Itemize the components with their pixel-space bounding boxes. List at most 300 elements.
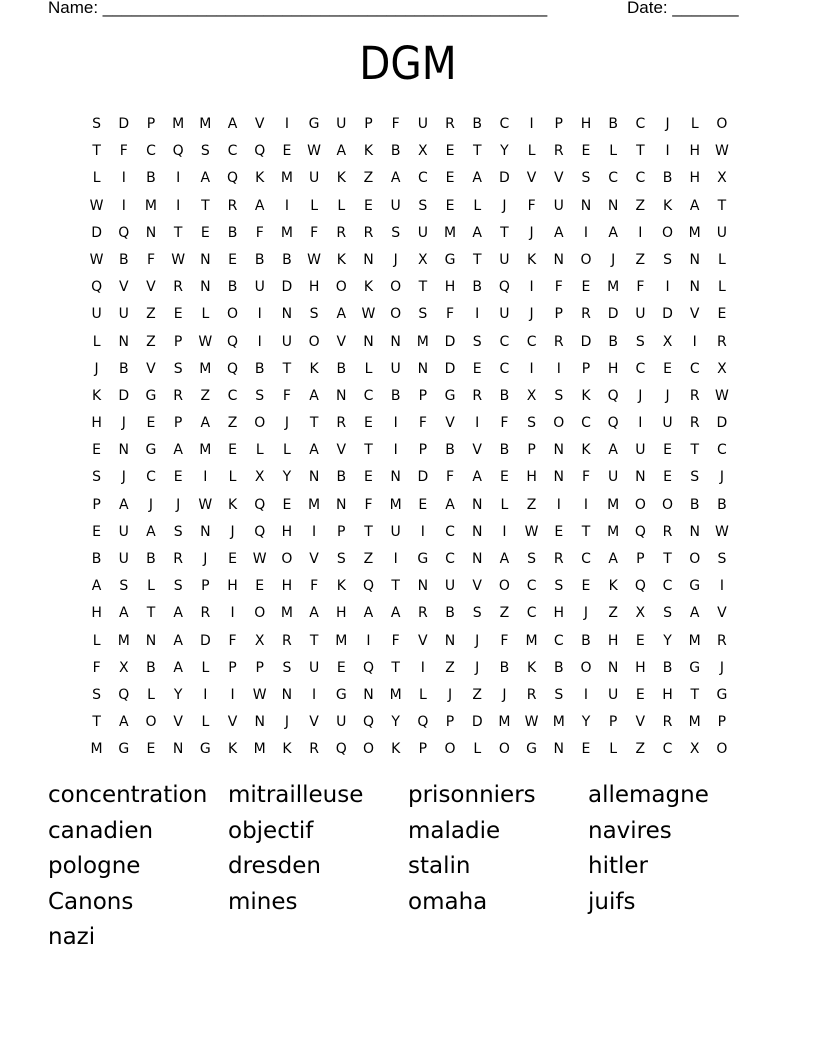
grid-letter: I — [638, 415, 643, 432]
grid-letter: L — [228, 469, 237, 486]
grid-letter: O — [716, 741, 728, 758]
grid-letter: G — [444, 251, 456, 268]
grid-letter: A — [472, 170, 482, 187]
grid-letter: W — [89, 251, 104, 268]
grid-letter: S — [554, 686, 564, 703]
grid-letter: H — [227, 578, 238, 595]
grid-letter: R — [227, 197, 238, 214]
grid-letter: C — [689, 360, 700, 377]
grid-letter: M — [90, 741, 103, 758]
grid-letter: J — [230, 523, 235, 540]
grid-letter: T — [92, 714, 101, 731]
grid-letter: S — [418, 306, 428, 323]
grid-letter: B — [499, 442, 510, 459]
grid-letter: C — [526, 333, 537, 350]
grid-letter: Q — [172, 143, 184, 160]
grid-letter: K — [581, 387, 591, 404]
grid-letter: B — [717, 496, 727, 513]
grid-letter: J — [94, 360, 99, 377]
grid-letter: C — [553, 632, 564, 649]
grid-letter: N — [471, 496, 483, 513]
grid-letter: N — [689, 279, 700, 296]
word-list-item: objectif — [228, 817, 314, 844]
grid-letter: I — [284, 197, 289, 214]
grid-letter: I — [312, 523, 317, 540]
grid-letter: J — [121, 469, 126, 486]
grid-letter: T — [364, 523, 373, 540]
grid-letter: O — [662, 224, 674, 241]
grid-letter: I — [583, 224, 589, 241]
grid-letter: P — [418, 741, 428, 758]
word-list-item: hitler — [588, 853, 648, 879]
grid-letter: J — [665, 387, 670, 404]
grid-letter: E — [635, 632, 645, 649]
grid-letter: P — [554, 306, 563, 323]
grid-letter: Z — [146, 306, 156, 323]
grid-letter: E — [364, 415, 373, 432]
grid-letter: A — [363, 605, 374, 622]
grid-letter: O — [254, 605, 266, 622]
grid-letter: U — [390, 523, 401, 540]
grid-letter: U — [308, 659, 320, 676]
grid-letter: Z — [445, 659, 455, 676]
grid-letter: V — [526, 170, 537, 187]
grid-letter: S — [554, 387, 564, 404]
grid-letter: M — [416, 333, 429, 350]
grid-letter: Q — [498, 279, 510, 296]
word-list-item: omaha — [408, 888, 488, 915]
grid-letter: R — [581, 306, 591, 323]
grid-letter: P — [228, 659, 237, 676]
grid-letter: K — [336, 251, 346, 268]
grid-letter: K — [662, 197, 673, 214]
grid-letter: V — [146, 360, 156, 377]
grid-letter: U — [308, 170, 320, 187]
grid-letter: J — [148, 496, 154, 513]
grid-letter: B — [472, 279, 483, 296]
grid-letter: N — [363, 686, 374, 703]
grid-letter: F — [146, 251, 155, 268]
grid-letter: C — [499, 360, 510, 377]
grid-letter: N — [553, 741, 565, 758]
grid-letter: U — [118, 306, 129, 323]
grid-letter: A — [445, 496, 455, 513]
grid-letter: S — [200, 143, 210, 160]
grid-letter: O — [498, 578, 510, 595]
grid-letter: S — [282, 659, 292, 676]
grid-letter: N — [553, 442, 565, 459]
grid-letter: H — [607, 360, 619, 377]
grid-letter: M — [253, 741, 266, 758]
grid-letter: M — [688, 632, 701, 649]
grid-letter: W — [252, 686, 267, 703]
grid-letter: N — [336, 496, 347, 513]
grid-letter: N — [607, 197, 619, 214]
word-list-item: stalin — [408, 853, 471, 879]
grid-letter: G — [118, 741, 130, 758]
grid-letter: B — [336, 360, 347, 377]
grid-letter: A — [173, 442, 183, 459]
grid-letter: U — [635, 442, 646, 459]
grid-letter: M — [280, 170, 293, 187]
grid-letter: K — [336, 170, 346, 187]
grid-letter: C — [445, 523, 455, 540]
grid-letter: K — [363, 143, 374, 160]
grid-letter: O — [662, 496, 674, 513]
grid-letter: A — [254, 197, 265, 214]
grid-letter: E — [554, 523, 564, 540]
grid-letter: R — [526, 686, 537, 703]
grid-letter: T — [364, 442, 373, 459]
grid-letter: O — [553, 415, 565, 432]
grid-letter: C — [146, 469, 156, 486]
grid-letter: S — [92, 686, 102, 703]
grid-letter: C — [445, 551, 455, 567]
grid-letter: L — [609, 741, 618, 758]
grid-letter: Q — [227, 170, 239, 187]
grid-letter: S — [92, 116, 102, 132]
word-list-item: nazi — [48, 924, 96, 950]
grid-letter: R — [200, 605, 211, 622]
grid-letter: I — [638, 224, 643, 241]
grid-letter: B — [581, 632, 591, 649]
grid-letter: M — [607, 496, 620, 513]
grid-letter: U — [281, 333, 293, 350]
grid-letter: V — [689, 306, 700, 323]
grid-letter: U — [390, 197, 401, 214]
grid-letter: V — [254, 116, 265, 132]
grid-letter: V — [472, 442, 482, 459]
grid-letter: A — [608, 551, 618, 567]
grid-letter: N — [417, 578, 429, 595]
grid-letter: X — [526, 387, 537, 404]
grid-letter: Z — [200, 387, 211, 404]
grid-letter: T — [201, 197, 210, 214]
grid-letter: U — [499, 306, 510, 323]
grid-letter: E — [635, 686, 645, 703]
grid-letter: D — [607, 306, 619, 323]
grid-letter: M — [199, 360, 212, 377]
grid-letter: N — [200, 279, 211, 296]
grid-letter: Q — [227, 333, 239, 350]
grid-letter: L — [147, 578, 155, 595]
grid-letter: V — [227, 714, 238, 731]
grid-letter: J — [719, 659, 724, 676]
grid-letter: I — [583, 686, 589, 703]
grid-letter: S — [663, 605, 672, 622]
grid-letter: H — [91, 415, 102, 432]
grid-letter: C — [635, 116, 646, 132]
grid-letter: T — [717, 197, 727, 214]
grid-letter: I — [121, 170, 126, 187]
grid-letter: R — [173, 551, 184, 567]
grid-letter: K — [255, 170, 265, 187]
grid-letter: S — [336, 551, 346, 567]
grid-letter: B — [553, 659, 564, 676]
grid-letter: G — [145, 387, 157, 404]
grid-letter: H — [91, 605, 102, 622]
grid-letter: O — [689, 551, 701, 567]
grid-letter: U — [336, 714, 347, 731]
grid-letter: V — [146, 279, 156, 296]
grid-letter: U — [91, 306, 102, 323]
grid-letter: Z — [635, 197, 646, 214]
grid-letter: T — [173, 224, 183, 241]
grid-letter: S — [173, 523, 183, 540]
grid-letter: E — [663, 469, 672, 486]
grid-letter: P — [364, 116, 373, 132]
grid-letter: Q — [118, 686, 130, 703]
grid-letter: B — [146, 170, 156, 187]
grid-letter: B — [146, 659, 156, 676]
grid-letter: N — [118, 442, 130, 459]
grid-letter: I — [257, 333, 262, 350]
grid-letter: E — [663, 360, 672, 377]
grid-letter: B — [390, 143, 401, 160]
grid-letter: L — [473, 197, 482, 214]
grid-letter: N — [145, 632, 157, 649]
grid-letter: N — [281, 306, 293, 323]
grid-letter: B — [608, 116, 618, 132]
grid-letter: M — [525, 632, 538, 649]
grid-letter: I — [176, 170, 181, 187]
grid-letter: Y — [581, 714, 591, 731]
grid-letter: I — [420, 523, 425, 540]
grid-letter: J — [284, 415, 289, 432]
grid-letter: N — [390, 469, 401, 486]
grid-letter: C — [581, 415, 591, 432]
grid-letter: T — [472, 251, 482, 268]
grid-letter: I — [556, 496, 561, 513]
grid-letter: R — [173, 279, 184, 296]
grid-letter: V — [472, 578, 482, 595]
grid-letter: D — [499, 170, 510, 187]
grid-letter: X — [717, 170, 727, 187]
grid-letter: V — [336, 442, 347, 459]
grid-letter: N — [580, 197, 592, 214]
grid-letter: R — [717, 632, 727, 649]
grid-letter: A — [689, 605, 700, 622]
grid-letter: O — [634, 496, 646, 513]
grid-letter: K — [363, 279, 374, 296]
word-list-item: maladie — [408, 817, 501, 844]
grid-letter: A — [608, 442, 618, 459]
grid-letter: V — [336, 333, 347, 350]
grid-letter: C — [662, 741, 673, 758]
grid-letter: T — [146, 605, 156, 622]
grid-letter: V — [309, 551, 319, 567]
grid-letter: O — [308, 333, 320, 350]
grid-letter: O — [580, 659, 592, 676]
grid-letter: C — [146, 143, 156, 160]
grid-letter: I — [529, 360, 534, 377]
grid-letter: G — [689, 578, 701, 595]
grid-letter: S — [255, 387, 265, 404]
grid-letter: P — [554, 116, 563, 132]
grid-letter: L — [92, 333, 101, 350]
grid-letter: A — [173, 659, 183, 676]
grid-letter: K — [282, 741, 292, 758]
grid-letter: F — [228, 632, 237, 649]
grid-letter: I — [393, 551, 398, 567]
grid-letter: U — [336, 116, 347, 132]
grid-letter: I — [121, 197, 126, 214]
grid-letter: L — [690, 116, 699, 132]
grid-letter: J — [393, 251, 398, 268]
grid-letter: I — [556, 360, 561, 377]
grid-letter: U — [662, 415, 673, 432]
grid-letter: R — [336, 415, 347, 432]
grid-letter: A — [309, 442, 319, 459]
word-list-item: dresden — [228, 853, 322, 879]
grid-letter: C — [227, 387, 238, 404]
grid-letter: U — [118, 523, 129, 540]
grid-letter: G — [444, 387, 456, 404]
grid-letter: E — [663, 442, 672, 459]
grid-letter: L — [718, 279, 726, 296]
grid-letter: Q — [91, 279, 103, 296]
grid-letter: I — [393, 442, 398, 459]
grid-letter: B — [662, 659, 673, 676]
grid-letter: A — [472, 469, 482, 486]
grid-letter: N — [689, 251, 700, 268]
date-field-line: Date: _______ — [627, 0, 739, 17]
grid-letter: O — [227, 306, 239, 323]
grid-letter: G — [716, 686, 728, 703]
grid-letter: B — [445, 605, 455, 622]
grid-letter: H — [308, 279, 320, 296]
grid-letter: C — [363, 387, 374, 404]
grid-letter: P — [608, 714, 618, 731]
grid-letter: D — [580, 333, 592, 350]
grid-letter: L — [201, 306, 210, 323]
grid-letter: E — [581, 578, 591, 595]
grid-letter: I — [665, 143, 670, 160]
grid-letter: O — [335, 279, 347, 296]
grid-letter: W — [714, 523, 729, 540]
grid-letter: J — [502, 686, 507, 703]
grid-letter: Y — [282, 469, 292, 486]
grid-letter: N — [200, 523, 211, 540]
grid-letter: M — [688, 714, 701, 731]
grid-letter: Z — [635, 741, 646, 758]
letter-grid — [83, 111, 736, 764]
grid-letter: A — [146, 523, 156, 540]
grid-letter: Z — [526, 496, 537, 513]
grid-letter: U — [608, 469, 619, 486]
grid-letter: I — [719, 578, 724, 595]
grid-letter: O — [390, 306, 402, 323]
grid-letter: R — [662, 523, 673, 540]
grid-letter: G — [308, 116, 320, 132]
grid-letter: O — [145, 714, 157, 731]
grid-letter: K — [581, 442, 591, 459]
grid-letter: E — [228, 442, 237, 459]
grid-letter: T — [309, 415, 319, 432]
grid-letter: A — [390, 605, 401, 622]
grid-letter: M — [199, 116, 212, 132]
grid-letter: D — [471, 714, 483, 731]
grid-letter: P — [581, 360, 591, 377]
page-title: DGM — [359, 37, 457, 90]
grid-letter: J — [665, 116, 670, 132]
grid-letter: K — [336, 578, 346, 595]
grid-letter: V — [553, 170, 564, 187]
grid-letter: F — [364, 496, 373, 513]
grid-letter: A — [553, 224, 564, 241]
grid-letter: E — [146, 741, 156, 758]
grid-letter: B — [608, 333, 618, 350]
grid-letter: N — [281, 686, 293, 703]
grid-letter: B — [445, 442, 455, 459]
grid-letter: N — [444, 632, 456, 649]
grid-letter: G — [526, 741, 538, 758]
grid-letter: E — [282, 496, 292, 513]
grid-letter: T — [636, 143, 645, 160]
grid-letter: S — [472, 605, 482, 622]
word-list-item: mines — [228, 888, 298, 915]
grid-letter: G — [199, 741, 211, 758]
grid-letter: F — [500, 415, 509, 432]
grid-letter: U — [417, 116, 428, 132]
grid-letter: I — [284, 116, 289, 132]
word-list-item: prisonniers — [408, 782, 536, 808]
grid-letter: H — [336, 605, 347, 622]
grid-letter: S — [309, 306, 319, 323]
grid-letter: Z — [146, 333, 156, 350]
grid-letter: G — [417, 551, 429, 567]
grid-letter: P — [418, 387, 428, 404]
grid-letter: M — [498, 714, 511, 731]
grid-letter: F — [527, 197, 536, 214]
grid-letter: L — [283, 442, 291, 459]
grid-letter: E — [228, 251, 237, 268]
grid-letter: L — [337, 197, 346, 214]
grid-letter: O — [444, 741, 456, 758]
grid-letter: I — [257, 306, 262, 323]
grid-letter: L — [718, 251, 726, 268]
grid-letter: E — [228, 551, 237, 567]
grid-letter: B — [390, 387, 401, 404]
grid-letter: J — [176, 496, 181, 513]
grid-letter: Q — [607, 415, 619, 432]
grid-letter: W — [171, 251, 186, 268]
grid-letter: C — [717, 442, 727, 459]
grid-letter: I — [366, 632, 371, 649]
grid-letter: E — [581, 279, 591, 296]
grid-letter: G — [335, 686, 347, 703]
grid-letter: R — [309, 741, 319, 758]
grid-letter: R — [689, 387, 700, 404]
grid-letter: J — [284, 714, 289, 731]
grid-letter: Q — [362, 578, 374, 595]
grid-letter: I — [203, 686, 208, 703]
grid-letter: N — [200, 251, 211, 268]
grid-letter: N — [689, 523, 700, 540]
grid-letter: E — [581, 143, 591, 160]
grid-letter: N — [254, 714, 265, 731]
grid-letter: F — [119, 143, 128, 160]
grid-letter: L — [310, 197, 318, 214]
grid-letter: E — [445, 197, 455, 214]
grid-letter: I — [393, 415, 398, 432]
word-list-item: allemagne — [588, 782, 709, 808]
grid-letter: W — [714, 143, 729, 160]
grid-letter: Q — [118, 224, 130, 241]
grid-letter: K — [227, 496, 238, 513]
grid-letter: I — [583, 496, 589, 513]
grid-letter: J — [475, 632, 480, 649]
